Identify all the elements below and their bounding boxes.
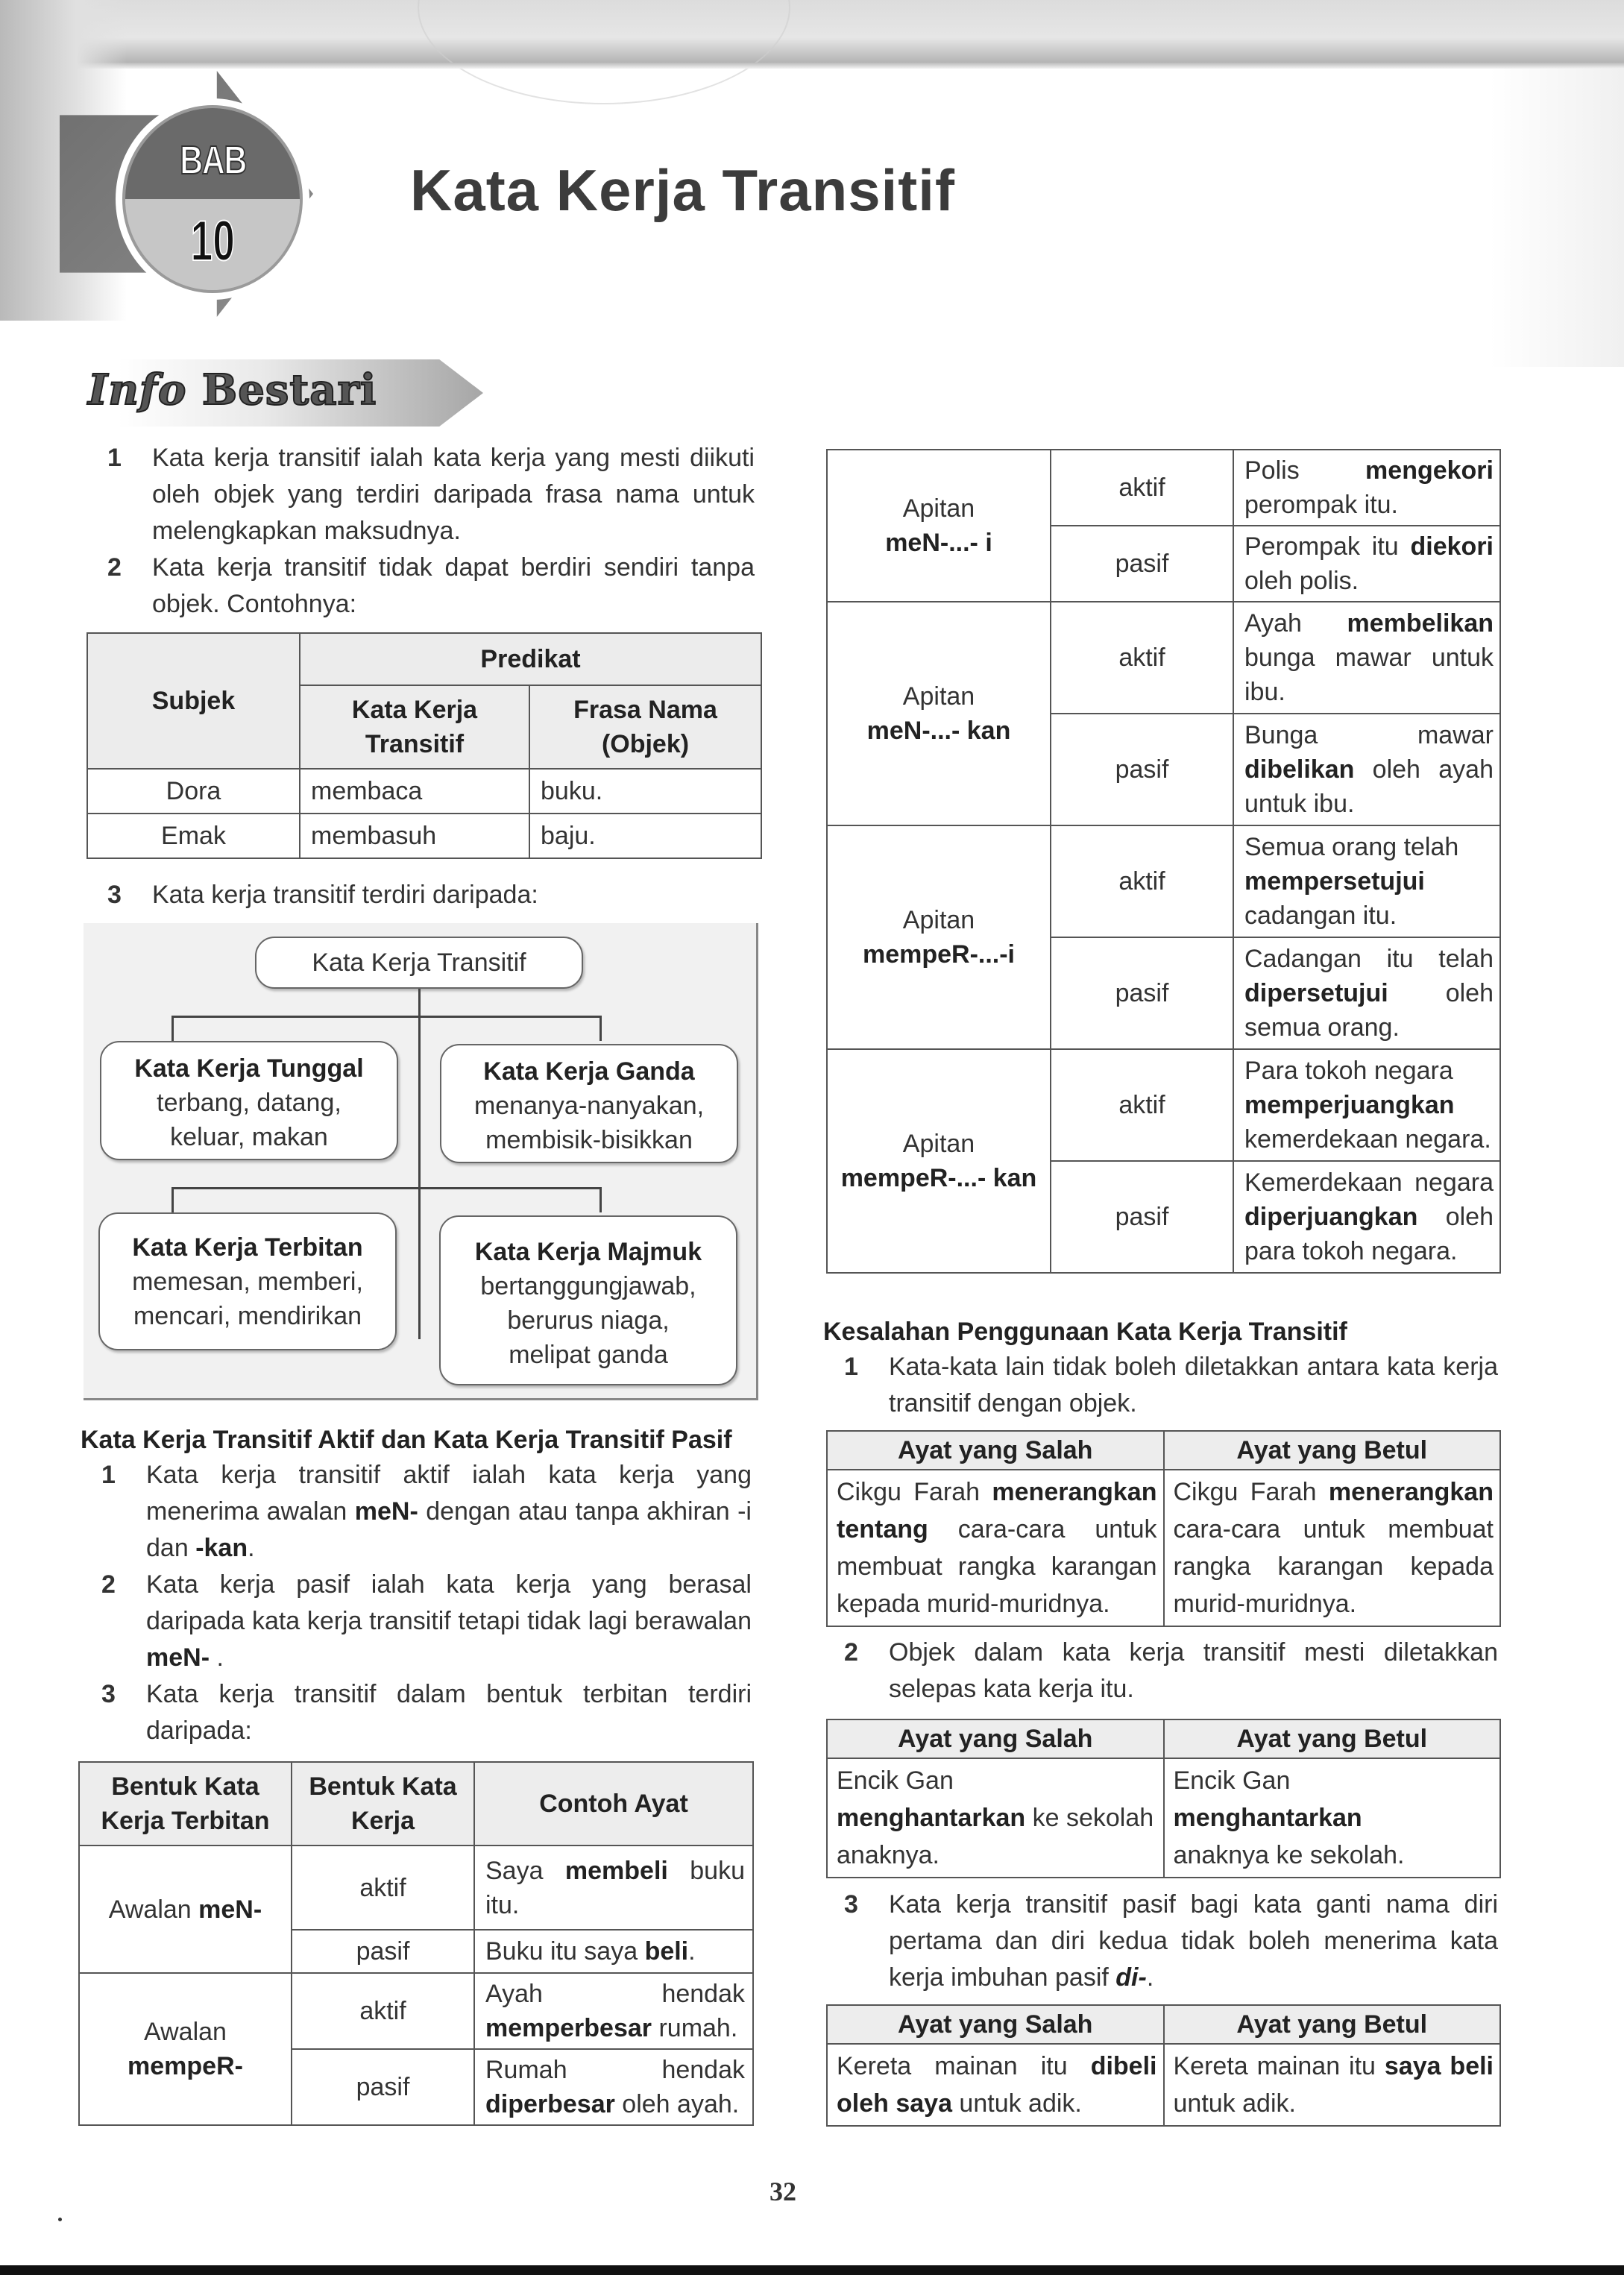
scan-edge [0,2265,1624,2275]
section-heading: Kesalahan Penggunaan Kata Kerja Transitif [823,1318,1347,1346]
table-row: pasif Cadangan itu telah dipersetujui oleh semua orang. [827,937,1500,1049]
tree-root: Kata Kerja Transitif [255,937,583,989]
scan-speck [58,2218,62,2221]
apitan-table [826,449,1501,1274]
header-predikat: Predikat [300,633,761,685]
header-frasa-nama: Frasa Nama (Objek) [529,685,761,769]
table-row: pasif Buku itu saya beli. [79,1930,753,1973]
tree-node-ganda: Kata Kerja Ganda menanya-nanyakan, membisik-bisikkan [440,1044,738,1163]
right-fade [1490,69,1624,367]
table-row: Apitan mempeR-...-i aktif Semua orang telah mempersetujui cadangan itu. [827,825,1500,937]
table-row: pasif Bunga mawar dibelikan oleh ayah untuk ibu. [827,714,1500,825]
aktif-pasif-section: Kata Kerja Transitif Aktif dan Kata Kerja Transitif Pasif 1 Kata kerja transitif aktif ialah kata kerja yang menerima awalan meN- dengan atau tanpa akhiran -i dan -kan. 2 Kata kerja pasif ialah kata kerja yang berasal daripada kata kerja transitif tetapi tidak lagi berawalan meN- . 3 Kata kerja transitif dalam bentuk terbitan terdiri daripada: [81,1423,752,1749]
decorative-swirl [418,0,790,104]
table-row: Awalan mempeR- aktif Ayah hendak memperbesar rumah. [79,1973,753,2049]
kesalahan-table-3: Ayat yang Salah Ayat yang Betul Kereta mainan itu dibeli oleh saya untuk adik. Kereta mainan itu saya beli untuk adik. [826,2004,1501,2127]
kesalahan-section: Kesalahan Penggunaan Kata Kerja Transitif 1 Kata-kata lain tidak boleh diletakkan antara kata kerja transitif dengan objek. [823,1315,1498,1422]
verb-type-tree [84,923,758,1400]
table-row: Apitan meN-...- i aktif Polis mengekori perompak itu. [827,450,1500,526]
intro-item: 2 Kata kerja transitif tidak dapat berdiri sendiri tanpa objek. Contohnya: [107,553,755,618]
tree-node-tunggal: Kata Kerja Tunggal terbang, datang, keluar, makan [100,1041,398,1160]
bestari-word: Bestari [201,365,377,415]
table-row: Apitan meN-...- kan aktif Ayah membelikan bunga mawar untuk ibu. [827,602,1500,714]
table-row: pasif Kemerdekaan negara diperjuangkan oleh para tokoh negara. [827,1161,1500,1273]
header-kata-kerja: Kata Kerja Transitif [300,685,529,769]
intro-item: 1 Kata kerja transitif ialah kata kerja yang mesti diikuti oleh objek yang terdiri daripada frasa nama untuk melengkapkan maksudnya. [107,444,755,545]
terbitan-table: Bentuk Kata Kerja Terbitan Bentuk Kata Kerja Contoh Ayat Awalan meN- aktif Saya membeli buku itu. pasif Buku itu saya beli. Awalan mempeR- aktif Ayah hendak memperbesar rumah. pasif Rumah hendak diperbesar oleh ayah. [78,1761,754,2126]
kesalahan-item-3: 3 Kata kerja transitif pasif bagi kata ganti nama diri pertama dan diri kedua tidak boleh menerima kata kerja imbuhan pasif di-. [844,1890,1498,1992]
chapter-title: Kata Kerja Transitif [410,157,955,223]
table-row: Apitan mempeR-...- kan aktif Para tokoh negara memperjuangkan kemerdekaan negara. [827,1049,1500,1161]
section-heading: Kata Kerja Transitif Aktif dan Kata Kerja Transitif Pasif [81,1426,732,1454]
kesalahan-item-2: 2 Objek dalam kata kerja transitif mesti diletakkan selepas kata kerja itu. [844,1638,1498,1703]
badge-label: BAB [179,138,246,183]
table-row: Awalan meN- aktif Saya membeli buku itu. [79,1846,753,1930]
page-number: 32 [769,2177,796,2206]
table-row: Dora membaca buku. [87,769,761,814]
table-row: pasif Rumah hendak diperbesar oleh ayah. [79,2049,753,2125]
header-band [0,0,1624,69]
header-subjek: Subjek [87,633,300,769]
tree-node-majmuk: Kata Kerja Majmuk bertanggungjawab, berurus niaga, melipat ganda [439,1215,737,1385]
table-row: pasif Perompak itu diekori oleh polis. [827,526,1500,602]
example-table [86,632,762,859]
table-row: Kereta mainan itu dibeli oleh saya untuk adik. Kereta mainan itu saya beli untuk adik. [827,2044,1500,2126]
kesalahan-table-2: Ayat yang Salah Ayat yang Betul Encik Gan menghantarkan ke sekolah anaknya. Encik Gan menghantarkan anaknya ke sekolah. [826,1719,1501,1878]
table-row: Encik Gan menghantarkan ke sekolah anaknya. Encik Gan menghantarkan anaknya ke sekolah. [827,1758,1500,1878]
table-row: Cikgu Farah menerangkan tentang cara-cara untuk membuat rangka karangan kepada murid-muridnya. Cikgu Farah menerangkan cara-cara untuk membuat rangka karangan kepada murid-muridnya. [827,1470,1500,1626]
kesalahan-table-1: Ayat yang Salah Ayat yang Betul Cikgu Farah menerangkan tentang cara-cara untuk membuat rangka karangan kepada murid-muridnya. Cikgu Farah menerangkan cara-cara untuk membuat rangka karangan kepada murid-muridnya. [826,1430,1501,1627]
table-row: Emak membasuh baju. [87,814,761,858]
badge-number: 10 [190,209,235,273]
tree-node-terbitan: Kata Kerja Terbitan memesan, memberi, mencari, mendirikan [98,1212,397,1350]
intro-list [84,440,755,623]
item-3: 3 Kata kerja transitif terdiri daripada: [107,881,538,909]
info-word: Info [88,365,187,415]
info-bestari-banner [73,352,491,427]
chapter-badge [116,98,309,300]
